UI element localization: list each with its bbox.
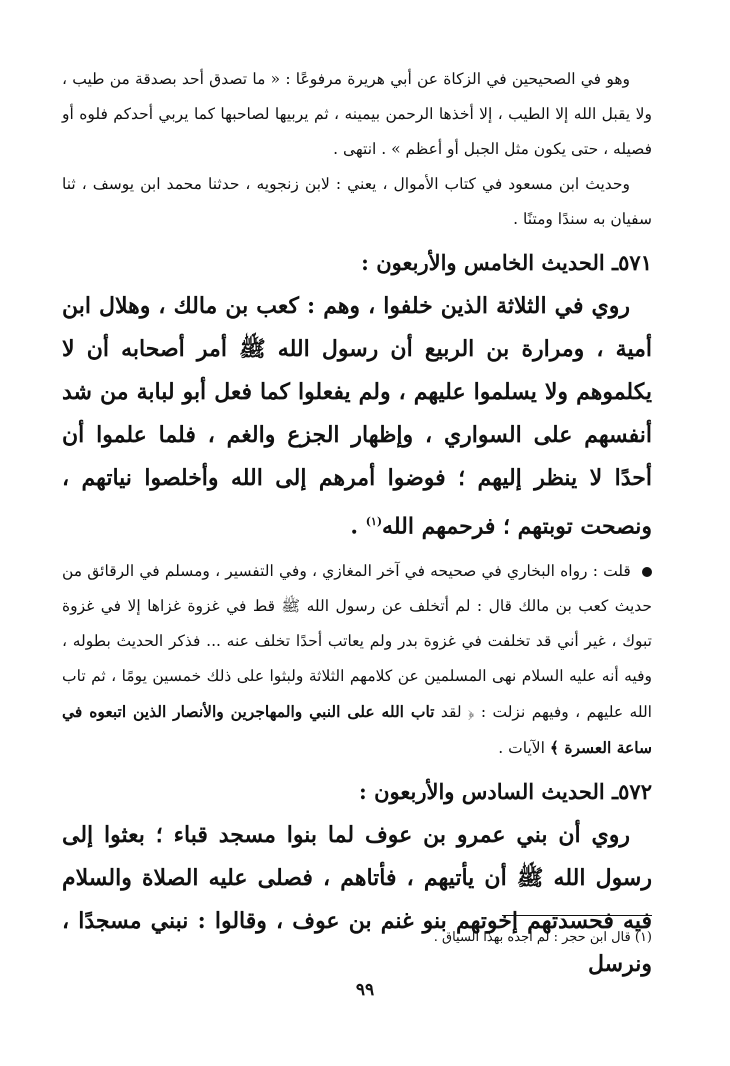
intro-line: بصدقة من طيب ، ولا يقبل الله إلا الطيب ، إلا أخذها الرحمن بيمينه ، ثم يربيها [62,70,652,123]
commentary-line: تخلف عنه ... فذكر الحديث بطوله ، وفيه أنه عليه السلام نهى المسلمين عن كلامهم [62,632,653,686]
hadith-572-line: روي أن بني عمرو بن عوف لما بنوا مسجد قباء ؛ بعثوا إلى [62,822,630,849]
hadith-572-line: فحسدتهم إخوتهم بنو غنم بن عوف ، وقالوا : نبني مسجدًا ، ونرسل [62,908,652,978]
hadith-heading-572: ٥٧٢ـ الحديث السادس والأربعون : [359,779,652,805]
intro-paragraph [62,62,652,167]
bullet-icon [642,567,652,577]
commentary-paragraph [62,554,652,766]
hadith-571-line: أمرهم إلى الله وأخلصوا نياتهم ، ونصحت توبتهم ؛ فرحمهم الله [62,465,652,540]
commentary-line: الثلاثة ولبثوا على ذلك خمسين يومًا ، ثم تاب الله عليهم ، وفيهم نزلت : ﴿ لقد [62,667,652,722]
commentary-line: الرقائق من حديث كعب بن مالك قال : لم أتخلف عن رسول الله ﷺ قط في [62,562,652,616]
footnote-divider [502,915,652,916]
intro-line: لصاحبها كما يربي أحدكم فلوه أو فصيله ، حتى يكون مثل الجبل أو أعظم » . انتهى . [62,105,652,158]
intro-line: وهو في الصحيحين في الزكاة عن أبي هريرة مرفوعًا : « ما تصدق أحد [181,70,631,88]
page-body [62,62,652,986]
hadith-571-line: روي في الثلاثة الذين خلفوا ، وهم : كعب بن مالك ، وهلال [99,293,630,319]
commentary-line: قلت : رواه البخاري في صحيحه في آخر المغازي ، وفي التفسير ، ومسلم في [139,562,631,581]
masud-line: ابن يوسف ، ثنا سفيان به سندًا ومتنًا . [62,175,652,228]
hadith-571-paragraph [62,285,652,548]
commentary-end: الآيات . [498,739,550,758]
masud-line: وحديث ابن مسعود في كتاب الأموال ، يعني : لابن زنجويه ، حدثنا محمد [166,175,630,193]
hadith-571-line: ابن أمية ، ومرارة بن الربيع أن رسول الله ﷺ أمر أصحابه أن لا يكلموهم [62,293,652,405]
quran-verse: تاب الله على النبي والمهاجرين والأنصار الذين اتبعوه في ساعة العسرة ﴾ [62,702,652,758]
hadith-572-paragraph [62,814,652,986]
hadith-heading-571: ٥٧١ـ الحديث الخامس والأربعون : [361,250,652,275]
hadith-572-line: رسول الله ﷺ أن يأتيهم ، فأتاهم ، فصلى عليه الصلاة والسلام فيه [62,865,652,935]
commentary-line: غزوة غزاها إلا في غزوة تبوك ، غير أني قد تخلفت في غزوة بدر ولم يعاتب أحدًا [62,597,652,651]
masud-paragraph [62,167,652,237]
hadith-571-end: . [350,513,366,540]
hadith-571-line: ولا يسلموا عليهم ، ولم يفعلوا كما فعل أبو لبابة من شد أنفسهم على السواري ، [62,379,652,448]
footnote-reference: (١) [365,515,383,528]
hadith-571-line: وإظهار الجزع والغم ، فلما علموا أن أحدًا لا ينظر إليهم ؛ فوضوا [62,422,652,491]
page-number: ٩٩ [355,980,375,1000]
footnote: (١) قال ابن حجر : لم أجده بهذا السياق . [433,930,652,945]
